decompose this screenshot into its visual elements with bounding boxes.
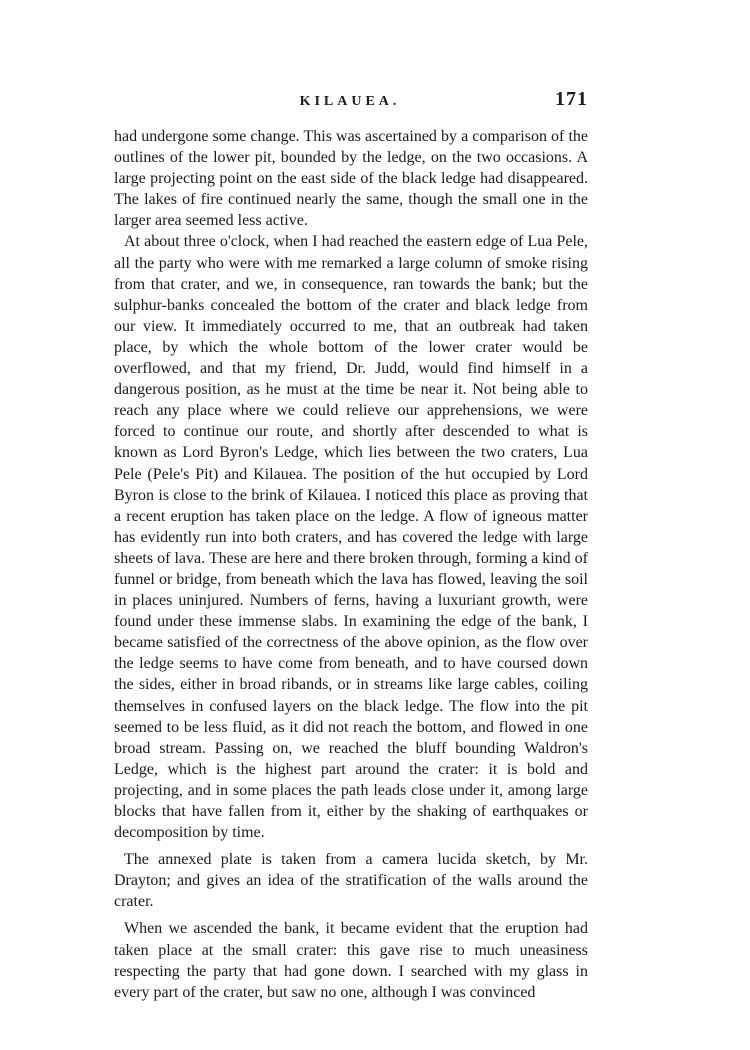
paragraph: At about three o'clock, when I had reached the eastern edge of Lua Pele, all the party who were with me remarked a large column of smoke rising from that crater, and we, in consequence, ran towards the bank; but the sulphur-banks concealed the bottom of the crater and black ledge from our view. It immediately occurred to me, that an outbreak had taken place, by which the whole bottom of the lower crater would be overflowed, and that my friend, Dr. Judd, would find himself in a dangerous position, as he must at the time be near it. Not being able to reach any place where we could relieve our apprehensions, we were forced to continue our route, and shortly after descended to what is known as Lord Byron's Ledge, which lies between the two craters, Lua Pele (Pele's Pit) and Kilauea. The position of the hut occupied by Lord Byron is close to the brink of Kilauea. I noticed this place as proving that a recent eruption has taken place on the ledge. A flow of igneous matter has evidently run into both craters, and has covered the ledge with large sheets of lava. These are here and there broken through, forming a kind of funnel or bridge, from beneath which the lava has flowed, leaving the soil in places uninjured. Numbers of ferns, having a luxuriant growth, were found under these immense slabs. In examining the edge of the bank, I became satisfied of the correctness of the above opinion, as the flow over the ledge seems to have come from beneath, and to have coursed down the sides, either in broad ribands, or in streams like large cables, coiling themselves in confused layers on the black ledge. The flow into the pit seemed to be less fluid, as it did not reach the bottom, and flowed in one broad stream. Passing on, we reached the bluff bounding Waldron's Ledge, which is the highest part around the crater: it is bold and projecting, and in some places the path leads close under it, among large blocks that have fallen from it, either by the shaking of earthquakes or decomposition by time. [114,233,588,842]
running-head: KILAUEA. [299,94,401,109]
body-text [114,126,588,1003]
paragraph: When we ascended the bank, it became evident that the eruption had taken place at the small crater: this gave rise to much uneasiness respecting the party that had gone down. I searched with my glass in every part of the crater, but saw no one, although I was convinced [114,920,588,1001]
page-header [112,88,588,118]
paragraph: The annexed plate is taken from a camera lucida sketch, by Mr. Drayton; and gives an idea of the stratification of the walls around the crater. [114,851,588,911]
paragraph: had undergone some change. This was ascertained by a comparison of the outlines of the lower pit, bounded by the ledge, on the two occasions. A large projecting point on the east side of the black ledge had disappeared. The lakes of fire continued nearly the same, though the small one in the larger area seemed less active. [114,128,588,230]
page-number: 171 [555,88,588,110]
